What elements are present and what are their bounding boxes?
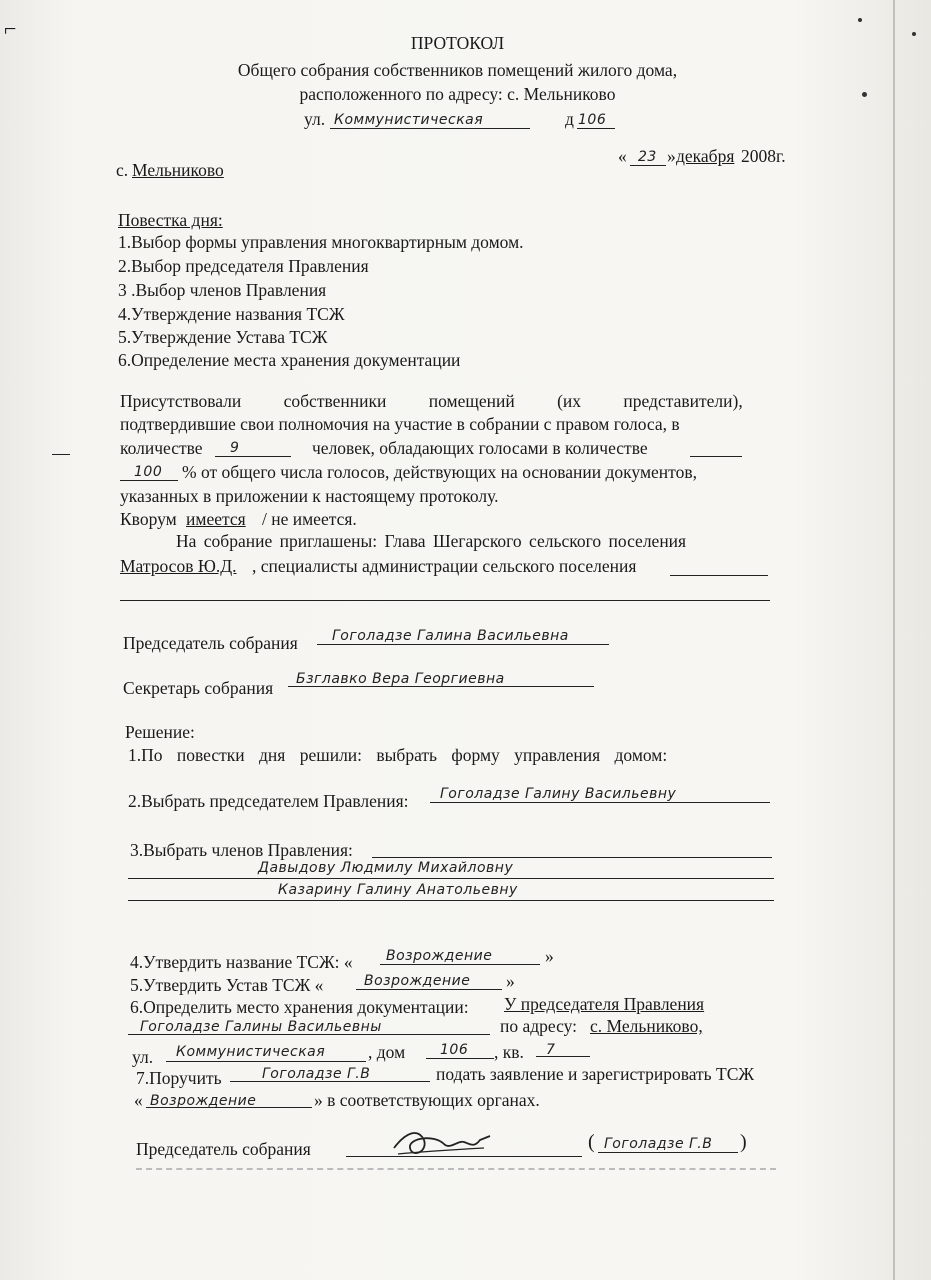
votes-underline bbox=[690, 456, 742, 457]
signature-name: Гоголадзе Г.В bbox=[604, 1136, 713, 1152]
day-underline bbox=[630, 165, 666, 166]
percent-underline bbox=[120, 480, 178, 481]
secretary-label: Секретарь собрания bbox=[123, 678, 274, 698]
charter-underline bbox=[356, 989, 502, 990]
signature-name-underline bbox=[598, 1152, 738, 1153]
agenda-item: 5.Утверждение Устава ТСЖ bbox=[118, 327, 328, 347]
place-name: Мельниково bbox=[132, 160, 224, 180]
document-address: расположенного по адресу: с. Мельниково bbox=[299, 84, 616, 104]
document-title: ПРОТОКОЛ bbox=[410, 33, 505, 53]
decision-item: 5.Утвердить Устав ТСЖ « bbox=[130, 975, 324, 995]
decision-item: 3.Выбрать членов Правления: bbox=[130, 840, 353, 860]
address-house: 106 bbox=[440, 1042, 469, 1058]
storage-holder: Гоголадзе Галины Васильевны bbox=[140, 1019, 382, 1035]
invited-line: , специалисты администрации сельского поселения bbox=[252, 556, 637, 576]
votes-label: человек, обладающих голосами в количестве bbox=[312, 438, 648, 458]
charter-name: Возрождение bbox=[364, 973, 471, 989]
tszh-name-2: Возрождение bbox=[150, 1093, 257, 1109]
cropped-line-remnant bbox=[136, 1168, 776, 1170]
decision-item: 1.По повестки дня решили: выбрать форму управления домом: bbox=[128, 745, 668, 765]
decision-item: 7.Поручить bbox=[136, 1068, 222, 1088]
decision-heading: Решение: bbox=[125, 722, 195, 742]
chairman-underline bbox=[430, 802, 770, 803]
date-open-quote: « bbox=[618, 146, 627, 166]
quorum-label: Кворум bbox=[120, 509, 177, 529]
secretary-underline bbox=[288, 686, 594, 687]
attendee-count: 9 bbox=[230, 440, 240, 456]
house-prefix: д bbox=[565, 109, 574, 129]
quorum-present: имеется bbox=[186, 509, 246, 529]
decision-item: 2.Выбрать председателем Правления: bbox=[128, 791, 409, 811]
place-prefix: с. bbox=[116, 160, 129, 180]
address-house-underline bbox=[426, 1058, 494, 1059]
tszh-name-underline bbox=[380, 964, 540, 965]
page-edge-shadow bbox=[893, 0, 895, 1280]
date-year: 2008г. bbox=[741, 146, 786, 166]
address-flat: 7 bbox=[546, 1042, 556, 1058]
members-underline bbox=[128, 900, 774, 901]
address-flat-underline bbox=[536, 1056, 590, 1057]
attendance-line: указанных в приложении к настоящему протоколу. bbox=[120, 486, 499, 506]
address-street-underline bbox=[166, 1061, 366, 1062]
decision-item-text: » в соответствующих органах. bbox=[314, 1090, 540, 1110]
signature-label: Председатель собрания bbox=[136, 1139, 311, 1159]
storage-holder-underline bbox=[128, 1034, 490, 1035]
attendance-line: % от общего числа голосов, действующих на основании документов, bbox=[182, 462, 697, 482]
agenda-item: 2.Выбор председателя Правления bbox=[118, 256, 369, 276]
chairman-name: Гоголадзе Галину Васильевну bbox=[440, 786, 677, 802]
count-underline bbox=[215, 456, 291, 457]
chair-underline bbox=[317, 644, 609, 645]
count-label: количестве bbox=[120, 438, 203, 458]
agenda-item: 1.Выбор формы управления многоквартирным домом. bbox=[118, 232, 524, 252]
house-value: 106 bbox=[578, 112, 607, 128]
quote-end: » bbox=[506, 971, 515, 991]
document-subtitle: Общего собрания собственников помещений жилого дома, bbox=[237, 60, 678, 80]
members-underline bbox=[128, 878, 774, 879]
attendance-line: Присутствовали собственники помещений (их представители), bbox=[120, 391, 743, 411]
margin-dash bbox=[52, 454, 70, 455]
decision-item: 4.Утвердить название ТСЖ: « bbox=[130, 952, 353, 972]
agenda-heading: Повестка дня: bbox=[118, 210, 223, 230]
quorum-absent: / не имеется. bbox=[262, 509, 357, 529]
signature-paren-close: ) bbox=[740, 1131, 747, 1153]
votes-percent: 100 bbox=[134, 464, 163, 480]
attendance-line: подтвердившие свои полномочия на участие в собрании с правом голоса, в bbox=[120, 414, 680, 434]
date-day: 23 bbox=[638, 149, 657, 165]
invited-name: Матросов Ю.Д. bbox=[120, 556, 237, 576]
street-underline bbox=[330, 128, 530, 129]
scan-speck bbox=[858, 18, 862, 22]
chair-name: Гоголадзе Галина Васильевна bbox=[332, 628, 569, 644]
corner-mark: ⌐ bbox=[4, 16, 17, 41]
chair-label: Председатель собрания bbox=[123, 633, 298, 653]
board-member: Давыдову Людмилу Михайловну bbox=[258, 860, 514, 876]
address-flat-prefix: , кв. bbox=[494, 1042, 524, 1062]
quote-end: » bbox=[545, 946, 554, 966]
agenda-item: 4.Утверждение названия ТСЖ bbox=[118, 304, 345, 324]
agenda-item: 3 .Выбор членов Правления bbox=[118, 280, 327, 300]
invited-underline bbox=[120, 600, 770, 601]
address-street-prefix: ул. bbox=[132, 1047, 154, 1067]
address-street: Коммунистическая bbox=[176, 1044, 326, 1060]
secretary-name: Бзглавко Вера Георгиевна bbox=[296, 671, 505, 687]
agenda-item: 6.Определение места хранения документации bbox=[118, 350, 461, 370]
tszh-name-2-underline bbox=[146, 1107, 312, 1108]
tszh-name: Возрождение bbox=[386, 948, 493, 964]
quote-open: « bbox=[134, 1090, 143, 1110]
address-village: с. Мельниково, bbox=[590, 1016, 703, 1036]
handwritten-signature bbox=[388, 1118, 508, 1168]
street-value: Коммунистическая bbox=[334, 112, 484, 128]
signature-paren-open: ( bbox=[588, 1131, 595, 1153]
invited-line: На собрание приглашены: Глава Шегарского сельского поселения bbox=[176, 531, 687, 551]
address-label: по адресу: bbox=[500, 1016, 578, 1036]
street-prefix: ул. bbox=[304, 109, 326, 129]
decision-item: 6.Определить место хранения документации: bbox=[130, 997, 469, 1017]
registrar-underline bbox=[230, 1081, 430, 1082]
storage-place: У председателя Правления bbox=[504, 994, 705, 1014]
invited-underline bbox=[670, 575, 768, 576]
address-house-prefix: , дом bbox=[368, 1042, 406, 1062]
registrar-name: Гоголадзе Г.В bbox=[262, 1066, 371, 1082]
decision-item-text: подать заявление и зарегистрировать ТСЖ bbox=[436, 1064, 755, 1084]
house-underline bbox=[577, 128, 615, 129]
date-close-quote: » bbox=[667, 146, 676, 166]
board-member: Казарину Галину Анатольевну bbox=[278, 882, 518, 898]
date-month: декабря bbox=[676, 146, 735, 166]
